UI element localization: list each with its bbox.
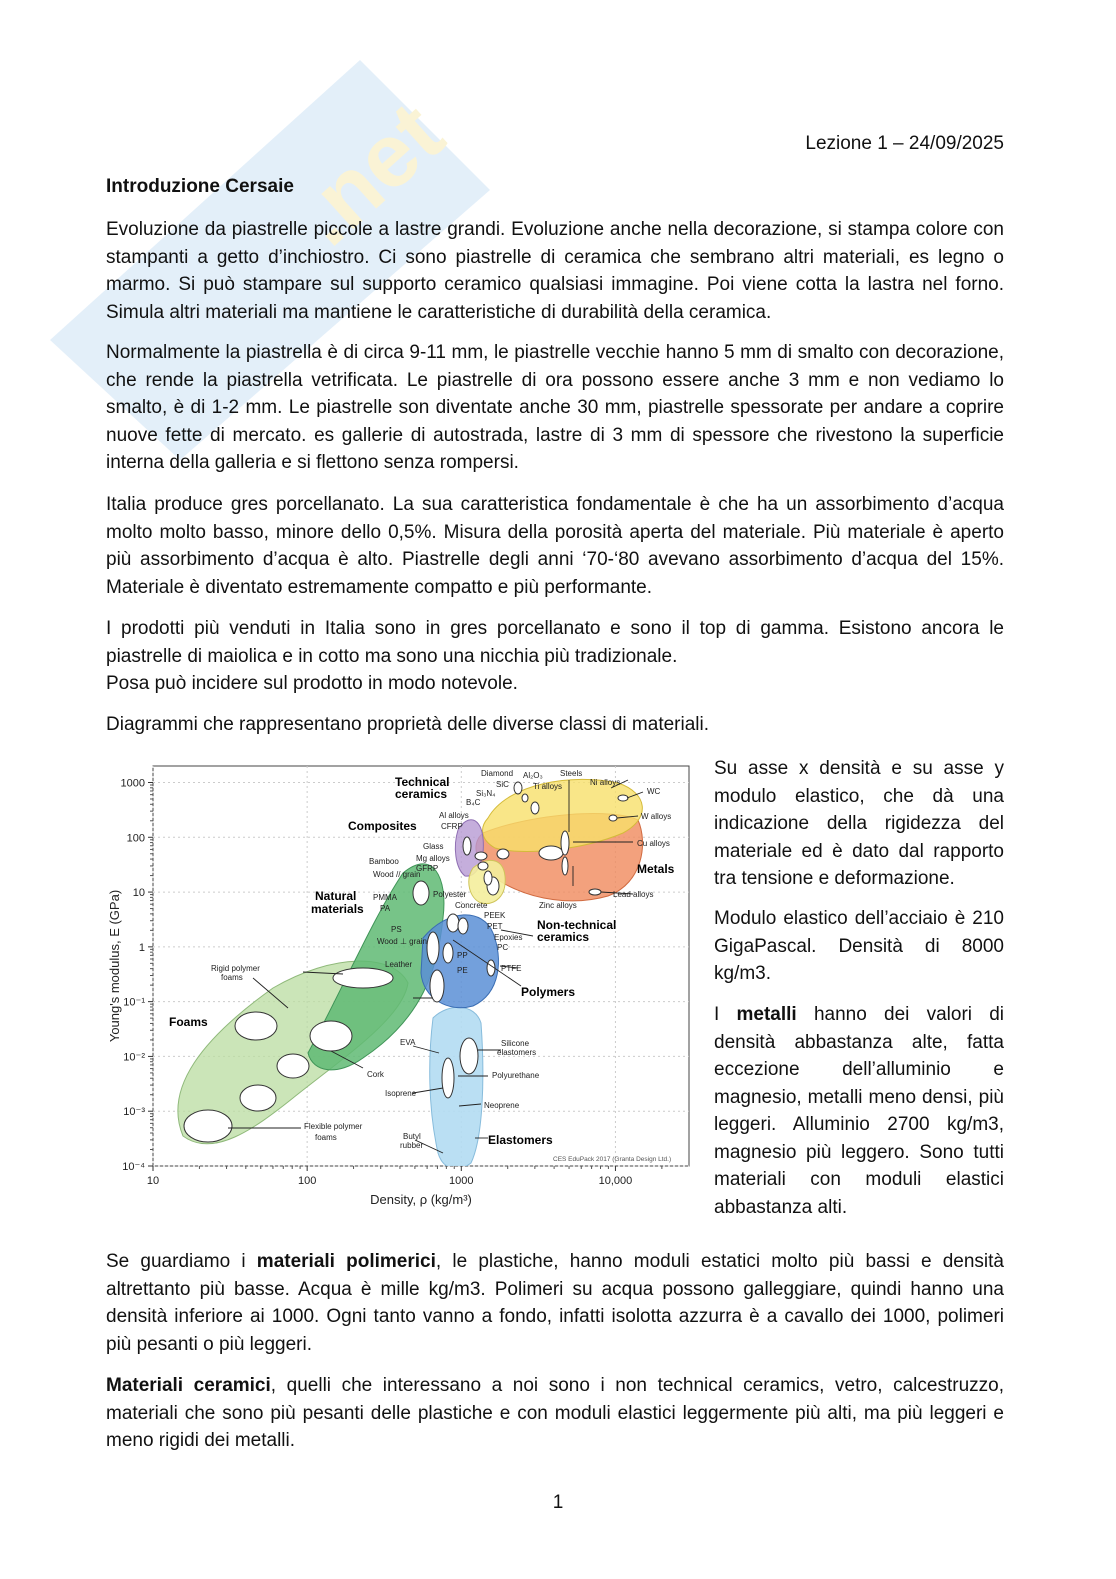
bubble-pp [443, 943, 453, 963]
family-label-technical-2: ceramics [395, 787, 448, 801]
envelope-elastomers [430, 1007, 483, 1168]
y-tick-label: 10⁻³ [123, 1106, 145, 1119]
label-cfrp: CFRP [441, 822, 463, 831]
label-isoprene: Isoprene [385, 1089, 417, 1098]
bubble-foam-3 [277, 1054, 309, 1078]
bubble-glass [475, 852, 487, 860]
label-epoxies: Epoxies [494, 933, 523, 942]
label-peek: PEEK [484, 911, 506, 920]
side-3-bold: metalli [736, 1004, 797, 1025]
label-silicone-1: Silicone [501, 1039, 530, 1048]
label-silicone-2: elastomers [497, 1048, 537, 1057]
side-paragraph-1: Su asse x densità e su asse y modulo elastico, che dà una indicazione della rigidezza del materiale ed è dato dal rapporto tra tensione e deformazione. [714, 758, 1004, 889]
bubble-flexible-foam [184, 1110, 232, 1142]
bubble-wood-perp [427, 932, 439, 964]
paragraph-1: Evoluzione da piastrelle piccole a lastre grandi. Evoluzione anche nella decorazione, si stampa colore con stampanti a getto d’inchiostro. Ci sono piastrelle di ceramica che sembrano altri materiali, es legno o marmo. Si può stampare sul supporto ceramico qualsiasi immagine. Poi viene cotta la lastra nel forno. Simula altri materiali ma mantiene le caratteristiche di durabilità della ceramica. [106, 219, 1004, 323]
family-label-nontech-2: ceramics [537, 930, 590, 944]
bubble-rigid-foam [235, 1012, 277, 1040]
label-polyester: Polyester [433, 890, 467, 899]
label-ps: PS [391, 925, 402, 934]
side-paragraph-2: Modulo elastico dell’acciaio è 210 GigaPascal. Densità di 8000 kg/m3. [714, 908, 1004, 984]
y-tick-label: 10⁻⁴ [122, 1161, 145, 1173]
label-al2o3: Al₂O₃ [523, 771, 543, 780]
bubble-ti-alloys [539, 846, 563, 860]
label-lead-alloys: Lead alloys [613, 890, 654, 899]
paragraph-4a: I prodotti più venduti in Italia sono in gres porcellanato e sono il top di gamma. Esistono ancora le piastrelle di maiolica e in cotto ma sono una nicchia più tradizionale. [106, 618, 1004, 667]
label-bamboo: Bamboo [369, 857, 399, 866]
bubble-wood [413, 881, 429, 905]
label-butyl-2: rubber [400, 1141, 424, 1150]
label-glass: Glass [423, 842, 444, 851]
bubble-rigid-foam-2 [333, 968, 393, 988]
label-butyl-1: Butyl [403, 1132, 421, 1141]
bubble-steels [561, 831, 569, 855]
bubble-polymer-1 [447, 914, 459, 932]
label-gfrp: GFRP [416, 864, 439, 873]
label-rigid-foams-1: Rigid polymer [211, 964, 260, 973]
x-tick-label: 1000 [449, 1175, 474, 1187]
label-si3n4: Si₃N₄ [476, 789, 496, 798]
lesson-date: Lezione 1 – 24/09/2025 [805, 133, 1004, 154]
bubble-al-alloys [497, 849, 509, 859]
label-leather: Leather [385, 960, 413, 969]
label-flexible-foams-1: Flexible polymer [304, 1122, 363, 1131]
side-3-pre: I [714, 1004, 737, 1025]
bubble-gfrp [484, 871, 492, 885]
y-tick-label: 10⁻² [123, 1051, 145, 1064]
bubble-leather [430, 970, 444, 1002]
label-pe: PE [457, 966, 468, 975]
family-label-composites: Composites [348, 819, 417, 833]
ashby-chart [103, 758, 695, 1216]
family-label-nontech-1: Non-technical [537, 918, 617, 932]
bubble-cfrp [463, 837, 471, 855]
label-ti-alloys: Ti alloys [533, 782, 563, 791]
family-label-elastomers: Elastomers [488, 1133, 553, 1147]
bubble-sic [522, 794, 528, 802]
label-rigid-foams-2: foams [221, 973, 243, 982]
paragraph-3: Italia produce gres porcellanato. La sua caratteristica fondamentale è che ha un assorbimento d’acqua molto molto basso, minore dello 0,5%. Misura della porosità aperta del materiale. Più materiale è aperto più assorbimento d’acqua è alto. Piastrelle degli anni ‘70-‘80 avevano assorbimento d’acqua del 15%. Materiale è diventato estremamente compatto e più performante. [106, 494, 1004, 598]
y-tick-label: 1000 [120, 777, 145, 790]
paragraph-5: Diagrammi che rappresentano proprietà delle diverse classi di materiali. [106, 714, 709, 735]
family-label-natural-1: Natural [315, 889, 357, 903]
label-cu-alloys: Cu alloys [637, 839, 670, 848]
paragraph-7 [106, 1372, 1004, 1455]
paragraph-6 [106, 1248, 1004, 1358]
family-label-foams: Foams [169, 1015, 208, 1029]
family-label-metals: Metals [637, 862, 675, 876]
x-tick-label: 10,000 [598, 1175, 633, 1187]
label-cork: Cork [367, 1070, 384, 1079]
label-wood-grain: Wood // grain [373, 870, 421, 879]
p7-bold: Materiali ceramici [106, 1375, 271, 1396]
x-tick-label: 100 [297, 1175, 317, 1187]
y-tick-label: 100 [126, 832, 145, 845]
paragraph-4 [106, 615, 1004, 670]
label-eva: EVA [400, 1038, 416, 1047]
side-3-post: hanno dei valori di densità abbastanza alte, fatta eccezione dell’alluminio e magnesio, metalli meno densi, più leggeri. Alluminio 2700 kg/m3, magnesio più leggero. Sono tutti materiali con moduli elastici abbastanza alti. [714, 1004, 1005, 1218]
label-pa: PA [380, 904, 391, 913]
label-polyurethane: Polyurethane [492, 1071, 540, 1080]
bubble-al2o3 [531, 802, 539, 814]
label-w-alloys: W alloys [641, 812, 672, 821]
family-label-polymers: Polymers [521, 985, 576, 999]
y-axis-label: Young's modulus, E (GPa) [107, 889, 122, 1043]
bubble-polymer-2 [458, 918, 468, 934]
y-tick-label: 1 [138, 941, 145, 954]
label-wc: WC [647, 787, 661, 796]
y-tick-label: 10⁻¹ [123, 996, 145, 1009]
chart-credit: CES EduPack 2017 (Granta Design Ltd.) [553, 1156, 672, 1163]
label-pp: PP [457, 951, 468, 960]
label-ptfe: PTFE [501, 964, 522, 973]
page-number: 1 [552, 1492, 564, 1513]
label-pc: PC [497, 943, 509, 952]
bubble-cork [310, 1021, 352, 1051]
bubble-silicone [460, 1038, 478, 1074]
bubble-lead-alloys [589, 889, 601, 895]
label-b4c: B₄C [466, 798, 481, 807]
bubble-mg-alloys [478, 862, 488, 870]
label-flexible-foams-2: foams [315, 1133, 337, 1142]
family-label-technical-1: Technical [395, 775, 450, 789]
y-tick-label: 10 [132, 887, 145, 900]
x-tick-label: 10 [146, 1175, 160, 1187]
paragraph-2: Normalmente la piastrella è di circa 9-11 mm, le piastrelle vecchie hanno 5 mm di smalto con decorazione, che rende la piastrella vetrificata. Le piastrelle di ora possono essere anche 3 mm e non vediamo lo smalto, è di 1-2 mm. Le piastrelle son diventate anche 30 mm, piastrelle spessorate per andare a coprire nuove fette di mercato. es gallerie di autostrada, lastre di 3 mm di spessore che rivestono la superficie interna della galleria e si flettono senza rompersi. [106, 342, 1004, 473]
label-zinc-alloys: Zinc alloys [539, 901, 577, 910]
bubble-diamond [514, 782, 522, 794]
x-axis-label: Density, ρ (kg/m³) [370, 1192, 472, 1207]
bubble-w-alloys [609, 815, 617, 821]
label-concrete: Concrete [455, 901, 488, 910]
bubble-polyurethane [442, 1058, 454, 1098]
label-diamond: Diamond [481, 769, 514, 778]
document-title: Introduzione Cersaie [106, 176, 294, 197]
watermark-text: .net [276, 83, 463, 265]
label-pmma: PMMA [373, 893, 397, 902]
p6-pre: Se guardiamo i [106, 1251, 257, 1272]
label-ni-alloys: Ni alloys [590, 778, 621, 787]
label-neoprene: Neoprene [484, 1101, 520, 1110]
side-paragraph-3 [714, 1001, 1004, 1221]
label-al-alloys: Al alloys [439, 811, 469, 820]
label-wood-perp: Wood ⊥ grain [377, 937, 427, 946]
p6-post: , le plastiche, hanno moduli estatici molto più bassi e densità altrettanto più basse. Acqua è mille kg/m3. Polimeri su acqua possono galleggiare, quindi hanno una densità inferiore ai 1000. Ogni tanto vanno a fondo, infatti isolotta azzurra è a cavallo dei 1000, polimeri più pesanti o più leggeri. [106, 1251, 1004, 1355]
paragraph-4b: Posa può incidere sul prodotto in modo notevole. [106, 673, 518, 694]
bubble-wc [618, 795, 628, 801]
p6-bold: materiali polimerici [256, 1251, 436, 1272]
p7-post: , quelli che interessano a noi sono i non technical ceramics, vetro, calcestruzzo, materiali che sono più pesanti delle plastiche e con moduli elastici leggermente più alti, ma più leggeri e meno rigidi dei metalli. [106, 1375, 1004, 1451]
bubble-foam-2 [240, 1085, 276, 1111]
chart-svg [103, 758, 695, 1216]
label-sic: SiC [496, 780, 509, 789]
label-pet: PET [487, 922, 503, 931]
bubble-zinc-alloys [562, 857, 568, 875]
family-label-natural-2: materials [311, 902, 364, 916]
label-mg-alloys: Mg alloys [416, 854, 450, 863]
label-steels: Steels [560, 769, 583, 778]
